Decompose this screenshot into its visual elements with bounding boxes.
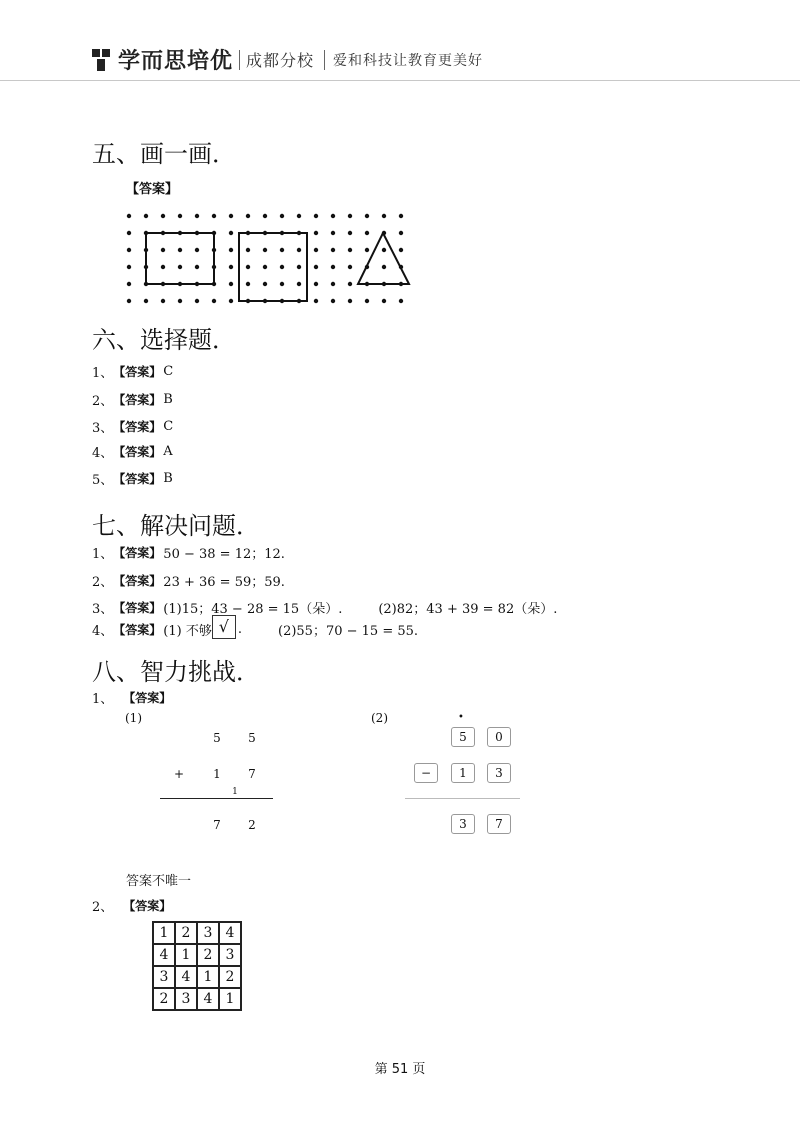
section-5-answer-label: 【答案】 [126, 182, 179, 197]
grid-dot [127, 282, 131, 286]
grid-dot [178, 214, 182, 218]
problem-answer-2: 2、 【答案】 23 + 36 = 59；59. [92, 574, 285, 590]
grid-dot [229, 265, 233, 269]
grid-cell: 2 [175, 922, 197, 944]
section-5-title: 五、画一画． [92, 140, 236, 168]
choice-answer-5: 5、 【答案】 B [92, 471, 173, 488]
grid-dot [382, 265, 386, 269]
table-row [153, 988, 241, 1010]
grid-dot [144, 299, 148, 303]
grid-dot [246, 265, 250, 269]
grid-dot [229, 248, 233, 252]
brand-name: 学而思培优 [118, 49, 234, 74]
sum-tens: 7 [213, 818, 221, 832]
grid-dot [263, 214, 267, 218]
grid-dot [212, 299, 216, 303]
grid-dot [195, 248, 199, 252]
grid-dot [229, 282, 233, 286]
addend-2-tens: 1 [213, 767, 221, 781]
grid-dot [348, 248, 352, 252]
header-brand [90, 44, 483, 75]
grid-dot [246, 214, 250, 218]
grid-dot [365, 299, 369, 303]
minus-sign-box: − [414, 763, 438, 783]
grid-dot [246, 282, 250, 286]
grid-cell: 4 [219, 922, 241, 944]
triangle [358, 233, 409, 284]
grid-cell: 4 [175, 966, 197, 988]
grid-dot [127, 214, 131, 218]
dot-grid-drawing [125, 208, 421, 308]
grid-dot [178, 248, 182, 252]
grid-dot [348, 214, 352, 218]
table-row [153, 922, 241, 944]
grid-dot [365, 248, 369, 252]
header-rule [0, 80, 800, 81]
grid-dot [280, 282, 284, 286]
grid-dot [348, 299, 352, 303]
grid-cell: 4 [197, 988, 219, 1010]
grid-cell: 1 [219, 988, 241, 1010]
grid-dot [331, 231, 335, 235]
addend-1-ones: 5 [248, 731, 256, 745]
grid-dot [263, 265, 267, 269]
grid-dot [297, 214, 301, 218]
grid-dot [382, 299, 386, 303]
small-rectangle [146, 233, 214, 284]
grid-dot [229, 299, 233, 303]
grid-dot [314, 248, 318, 252]
grid-cell: 1 [153, 922, 175, 944]
grid-cell: 3 [153, 966, 175, 988]
difference-line [405, 798, 520, 799]
grid-dot [331, 299, 335, 303]
table-row [153, 944, 241, 966]
problem-answer-3: 3、 【答案】 (1)15；43 − 28 = 15（朵）. (2)82；43 + 39 = 82（朵）. [92, 601, 558, 617]
grid-dot [314, 299, 318, 303]
grid-dot [280, 214, 284, 218]
grid-dot [365, 214, 369, 218]
grid-dot [195, 265, 199, 269]
grid-dot [331, 248, 335, 252]
grid-dot [280, 265, 284, 269]
header-slogan: 爱和科技让教育更美好 [333, 52, 484, 69]
grid-dot [178, 265, 182, 269]
problem-answer-4: 4、 【答案】 (1) 不够 √ . (2)55；70 − 15 = 55. [92, 620, 418, 639]
grid-dot [263, 248, 267, 252]
grid-cell: 1 [197, 966, 219, 988]
difference-ones-box: 7 [487, 814, 511, 834]
grid-dot [280, 248, 284, 252]
grid-dot [229, 231, 233, 235]
grid-cell: 3 [175, 988, 197, 1010]
grid-cell: 3 [197, 922, 219, 944]
grid-dot [382, 214, 386, 218]
grid-dot [229, 214, 233, 218]
choice-answer-4: 4、 【答案】 A [92, 444, 173, 461]
grid-dot [297, 248, 301, 252]
grid-cell: 4 [153, 944, 175, 966]
sum-ones: 2 [248, 818, 256, 832]
grid-dot [399, 214, 403, 218]
part-2-label: (2) [371, 711, 388, 725]
minuend-tens-box: 5 [451, 727, 475, 747]
grid-dot [297, 265, 301, 269]
addend-1-tens: 5 [213, 731, 221, 745]
difference-tens-box: 3 [451, 814, 475, 834]
grid-dot [161, 214, 165, 218]
grid-dot [331, 214, 335, 218]
borrow-dot: • [458, 712, 464, 723]
grid-dot [263, 282, 267, 286]
choice-answer-2: 2、 【答案】 B [92, 392, 173, 409]
challenge-1-label: 1、 【答案】 [92, 691, 172, 707]
dot-grid [127, 214, 403, 303]
grid-dot [348, 265, 352, 269]
section-6-title: 六、选择题． [92, 326, 236, 354]
grid-dot [212, 214, 216, 218]
grid-dot [161, 265, 165, 269]
choice-answer-1: 1、 【答案】 C [92, 364, 174, 381]
choice-answer-3: 3、 【答案】 C [92, 419, 174, 436]
grid-dot [314, 282, 318, 286]
problem-answer-1: 1、 【答案】 50 − 38 = 12；12. [92, 546, 285, 562]
grid-dot [195, 214, 199, 218]
section-8-title: 八、智力挑战． [92, 658, 260, 686]
grid-dot [331, 265, 335, 269]
grid-dot [127, 248, 131, 252]
check-mark-icon: √ [212, 615, 236, 639]
page-number: 第 51 页 [374, 1062, 426, 1077]
grid-cell: 1 [175, 944, 197, 966]
subtrahend-tens-box: 1 [451, 763, 475, 783]
grid-dot [161, 248, 165, 252]
grid-dot [382, 248, 386, 252]
grid-cell: 2 [153, 988, 175, 1010]
grid-cell: 2 [219, 966, 241, 988]
grid-cell: 3 [219, 944, 241, 966]
grid-dot [331, 282, 335, 286]
sum-line [160, 798, 273, 799]
grid-dot [127, 265, 131, 269]
grid-dot [144, 214, 148, 218]
plus-sign: + [173, 767, 185, 781]
grid-dot [314, 231, 318, 235]
campus-name: 成都分校 [246, 51, 315, 70]
addend-2-ones: 7 [248, 767, 256, 781]
grid-dot [399, 231, 403, 235]
grid-dot [297, 282, 301, 286]
grid-dot [348, 282, 352, 286]
section-7-title: 七、解决问题． [92, 512, 260, 540]
challenge-2-label: 2、 【答案】 [92, 899, 172, 915]
table-row [153, 966, 241, 988]
latin-square-grid [152, 921, 242, 1011]
grid-dot [399, 248, 403, 252]
carry-digit: 1 [232, 787, 238, 797]
part-1-label: (1) [125, 711, 142, 725]
grid-dot [127, 299, 131, 303]
grid-dot [178, 299, 182, 303]
header-divider [239, 50, 240, 70]
grid-dot [161, 299, 165, 303]
subtrahend-ones-box: 3 [487, 763, 511, 783]
grid-dot [195, 299, 199, 303]
grid-dot [314, 265, 318, 269]
grid-dot [365, 231, 369, 235]
grid-cell: 2 [197, 944, 219, 966]
grid-dot [314, 214, 318, 218]
brand-logo-icon [90, 47, 112, 73]
answer-not-unique-note: 答案不唯一 [126, 874, 192, 889]
grid-dot [246, 248, 250, 252]
minuend-ones-box: 0 [487, 727, 511, 747]
header-divider [324, 50, 325, 70]
grid-dot [127, 231, 131, 235]
grid-dot [348, 231, 352, 235]
grid-dot [399, 299, 403, 303]
